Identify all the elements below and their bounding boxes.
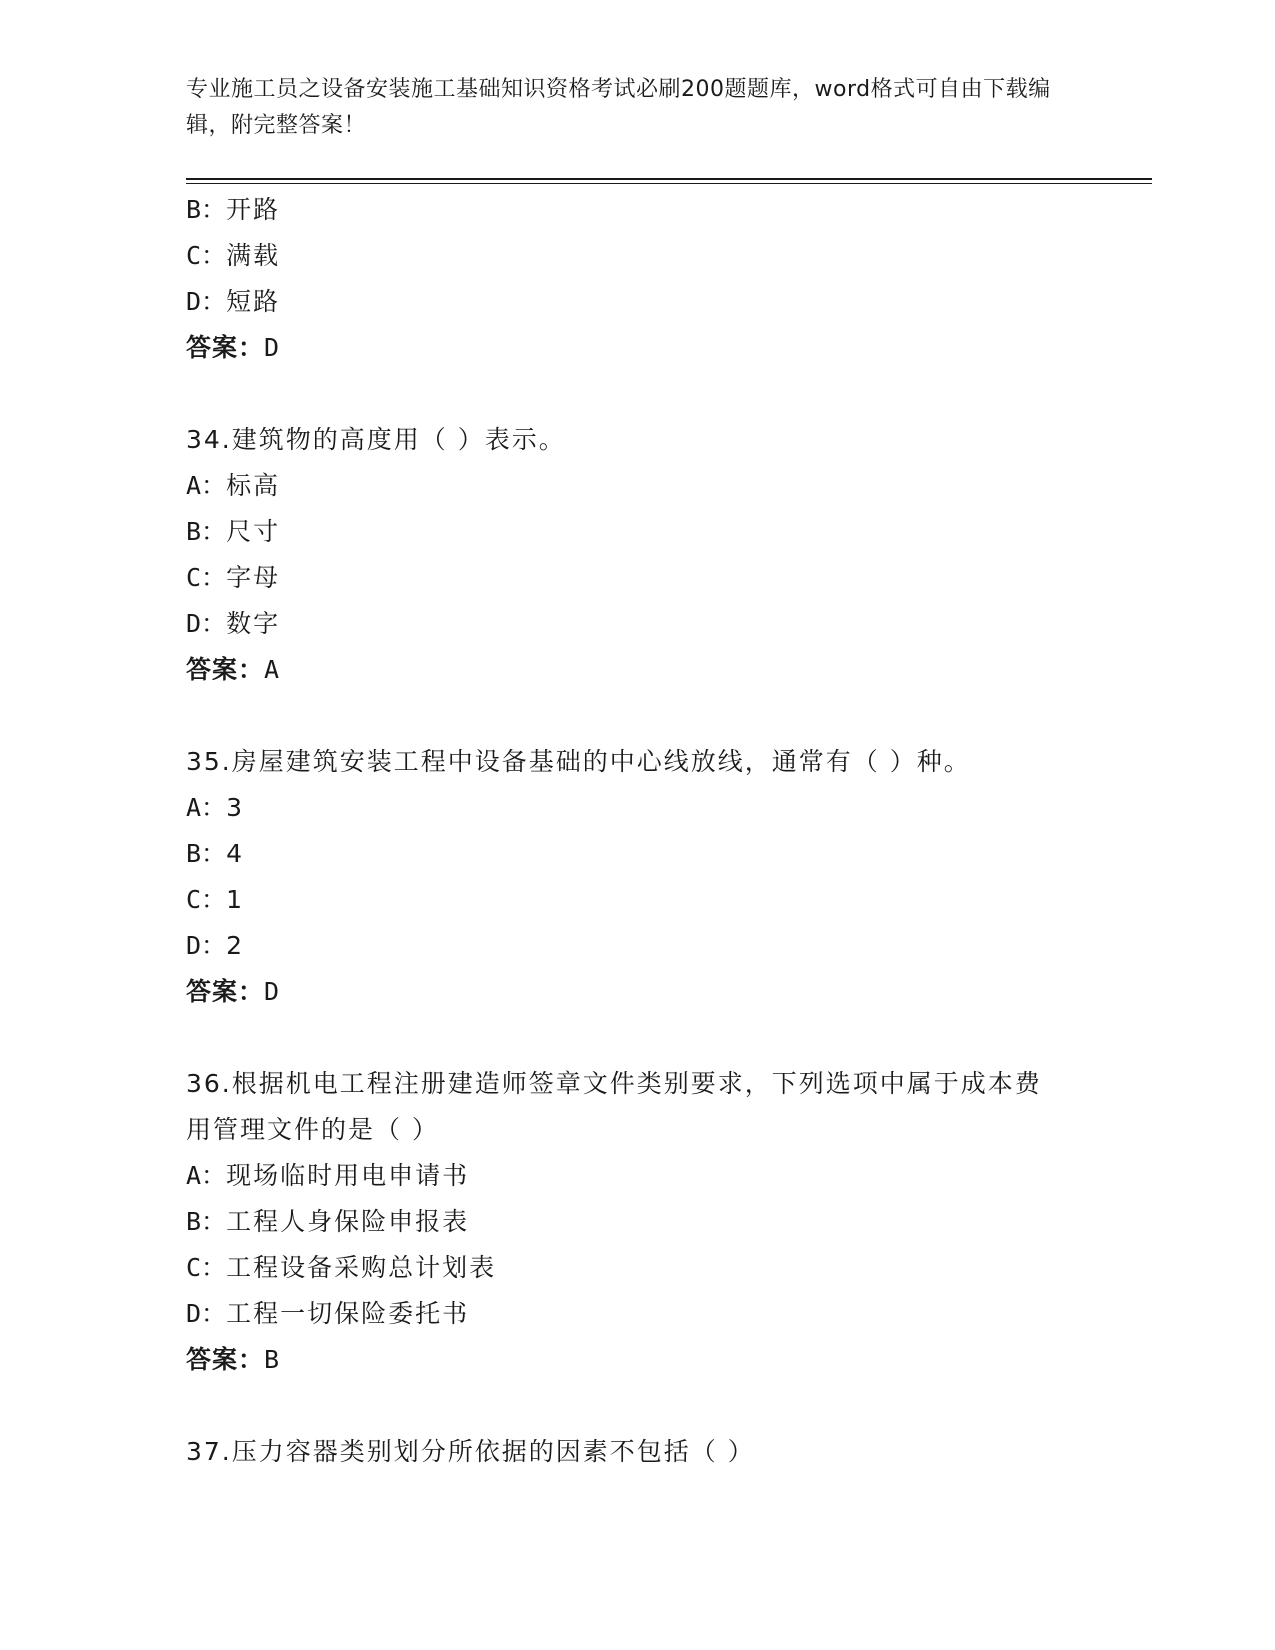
option-b: B：工程人身保险申报表: [186, 1207, 470, 1236]
option-a: A：3: [186, 793, 244, 822]
question-stem: 34.建筑物的高度用（ ）表示。: [186, 425, 566, 454]
option-d: D：短路: [186, 287, 281, 316]
option-b: B：4: [186, 839, 244, 868]
option-b: B：开路: [186, 195, 281, 224]
document-header: 专业施工员之设备安装施工基础知识资格考试必刷200题题库，word格式可自由下载编辑，附完整答案！: [186, 77, 1051, 138]
option-d: D：2: [186, 931, 244, 960]
question-content: [186, 187, 1086, 1475]
question-stem: 37.压力容器类别划分所依据的因素不包括（ ）: [186, 1437, 755, 1466]
answer-line: 答案：A: [186, 655, 281, 684]
option-a: A：标高: [186, 471, 281, 500]
answer-line: 答案：D: [186, 333, 281, 362]
option-c: C：字母: [186, 563, 281, 592]
option-c: C：工程设备采购总计划表: [186, 1253, 497, 1282]
answer-line: 答案：D: [186, 977, 281, 1006]
option-a: A：现场临时用电申请书: [186, 1161, 470, 1190]
question-stem: 36.根据机电工程注册建造师签章文件类别要求，下列选项中属于成本费用管理文件的是（ ）: [186, 1069, 1042, 1144]
header-divider-thin: [186, 183, 1152, 184]
answer-line: 答案：B: [186, 1345, 281, 1374]
option-c: C：1: [186, 885, 244, 914]
option-d: D：数字: [186, 609, 281, 638]
header-divider: [186, 178, 1152, 180]
option-b: B：尺寸: [186, 517, 281, 546]
question-stem: 35.房屋建筑安装工程中设备基础的中心线放线，通常有（ ）种。: [186, 747, 971, 776]
option-d: D：工程一切保险委托书: [186, 1299, 470, 1328]
option-c: C：满载: [186, 241, 281, 270]
